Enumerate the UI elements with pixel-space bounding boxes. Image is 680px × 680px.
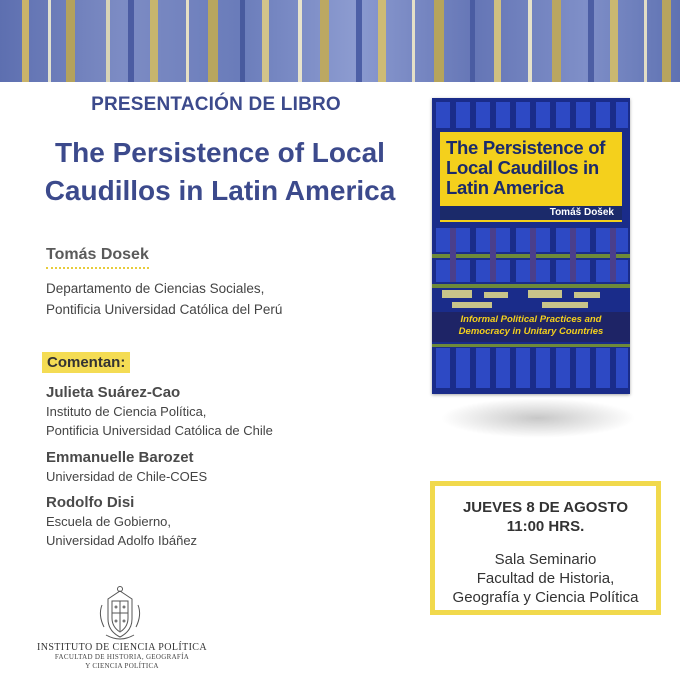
commentator-item (46, 448, 207, 486)
commentator-item (46, 383, 273, 440)
event-type-heading: PRESENTACIÓN DE LIBRO (91, 94, 341, 115)
event-venue-line: Sala Seminario (494, 551, 597, 568)
event-venue-line: Facultad de Historia, (476, 570, 615, 587)
commentator-affiliation: Universidad Adolfo Ibáñez (46, 533, 198, 548)
author-affiliation-line: Pontificia Universidad Católica del Perú (46, 302, 283, 317)
cover-author: Tomáš Došek (440, 206, 622, 220)
institution-name: INSTITUTO DE CIENCIA POLÍTICA (36, 642, 207, 653)
commentator-name: Emmanuelle Barozet (46, 449, 194, 466)
author-affiliation-line: Departamento de Ciencias Sociales, (46, 281, 265, 296)
commentator-affiliation: Escuela de Gobierno, (46, 514, 172, 529)
commentator-affiliation: Instituto de Ciencia Política, (46, 404, 207, 419)
book-title-heading: The Persistence of Local Caudillos in Latin America (44, 137, 396, 206)
commentator-name: Julieta Suárez-Cao (46, 384, 181, 401)
author-affiliation (46, 278, 282, 320)
event-venue-line: Geografía y Ciencia Política (452, 589, 639, 606)
institution-subtitle-line: FACULTAD DE HISTORIA, GEOGRAFÍA (54, 653, 190, 661)
cover-subtitle (432, 314, 630, 338)
author-name: Tomás Dosek (46, 246, 149, 269)
commentator-affiliation: Universidad de Chile-COES (46, 469, 208, 484)
top-banner-image (0, 0, 680, 82)
cover-subtitle-line: Democracy in Unitary Countries (458, 326, 604, 337)
commentators-label: Comentan: (42, 352, 130, 373)
institution-subtitle-line: Y CIENCIA POLÍTICA (85, 662, 159, 670)
commentator-affiliation: Pontificia Universidad Católica de Chile (46, 423, 273, 438)
event-venue (435, 550, 656, 607)
cover-title: The Persistence of Local Caudillos in Latin America (446, 137, 606, 198)
book-shadow (440, 398, 636, 438)
institution-seal-icon (92, 585, 148, 643)
institution-subtitle (30, 653, 214, 671)
event-time: 11:00 HRS. (506, 518, 585, 535)
event-date: JUEVES 8 DE AGOSTO (462, 499, 629, 516)
event-details-box (430, 481, 661, 615)
commentator-name: Rodolfo Disi (46, 494, 135, 511)
cover-subtitle-line: Informal Political Practices and (460, 314, 602, 325)
commentator-item (46, 493, 197, 550)
book-cover-image (432, 98, 630, 394)
